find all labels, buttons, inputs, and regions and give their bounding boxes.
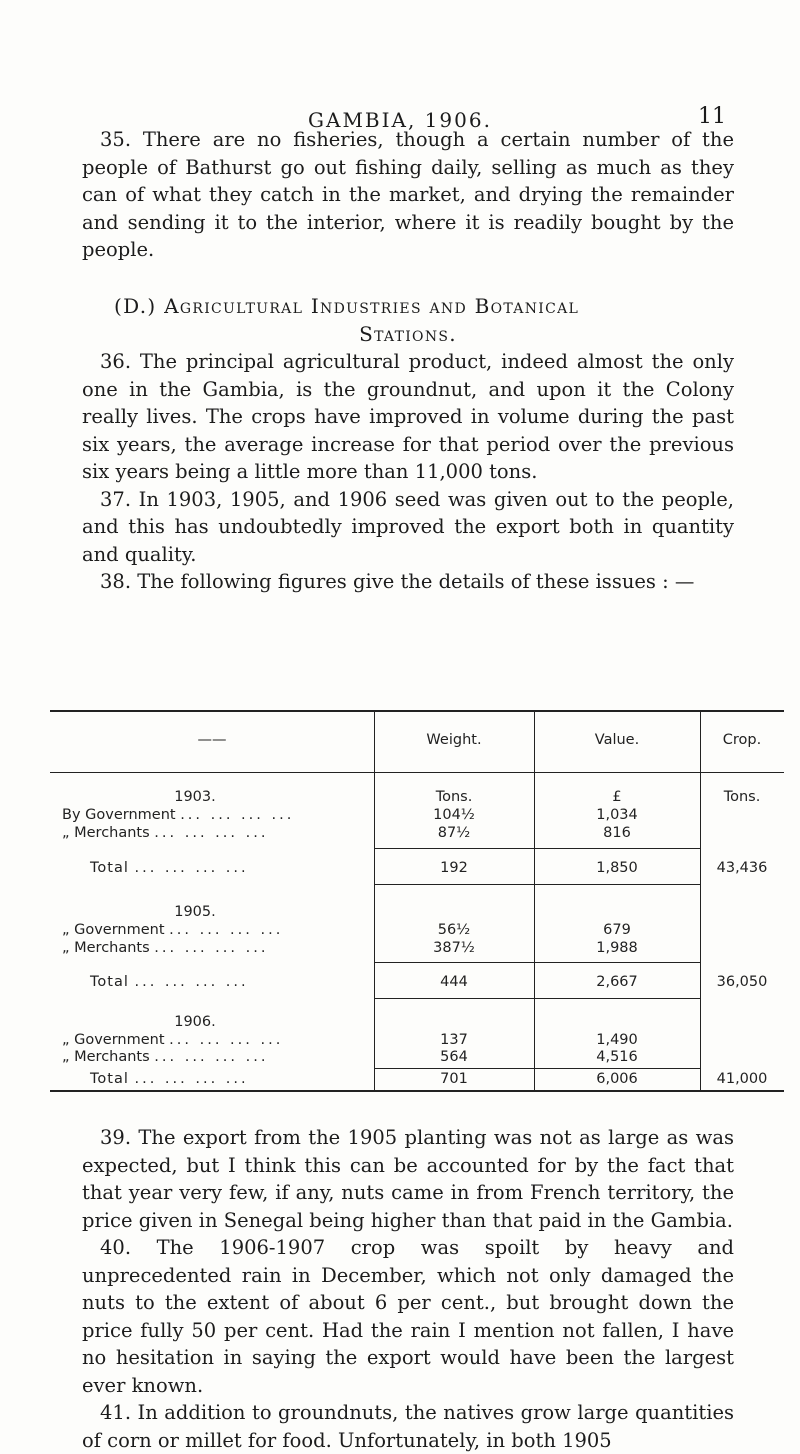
row-weight: 387½ xyxy=(433,940,475,956)
table-top-rule xyxy=(50,710,784,712)
total-crop: 41,000 xyxy=(716,1071,768,1087)
row-value: 816 xyxy=(603,825,631,841)
total-weight: 192 xyxy=(440,860,468,876)
subtotal-rule xyxy=(374,962,700,963)
year-label-1905: 1905. xyxy=(174,904,216,920)
total-label: Total xyxy=(90,974,129,990)
table-row xyxy=(62,940,268,956)
paragraph-block-top xyxy=(82,126,734,264)
leader-dots: ... ... ... ... xyxy=(134,974,249,990)
subtotal-rule xyxy=(374,1068,700,1069)
leader-dots: ... ... ... ... xyxy=(169,922,284,938)
section-heading-line1: (D.) Agricultural Industries and Botanical xyxy=(114,294,580,318)
header-weight: Weight. xyxy=(426,732,482,748)
running-title: GAMBIA, 1906. xyxy=(308,108,492,132)
row-weight: 104½ xyxy=(433,807,475,823)
paragraph-37: 37. In 1903, 1905, and 1906 seed was given out to the people, and this has undoubtedly improved the export both in quantity and quality. xyxy=(82,487,734,566)
leader-dots: ... ... ... ... xyxy=(154,1049,269,1065)
year-label-1906: 1906. xyxy=(174,1014,216,1030)
table-row xyxy=(62,825,268,841)
table-header-rule xyxy=(50,772,784,773)
row-label: „ Government xyxy=(62,922,165,938)
section-heading-line2: Stations. xyxy=(359,322,457,346)
row-label: „ Merchants xyxy=(62,940,150,956)
paragraph-35: 35. There are no fisheries, though a certain number of the people of Bathurst go out fishing daily, selling as much as they can of what they catch in the market, and drying the remainder and sending it to the interior, where it is readily bought by the people. xyxy=(82,128,734,261)
leader-dots: ... ... ... ... xyxy=(134,860,249,876)
paragraph-block-bottom xyxy=(82,1124,734,1454)
total-weight: 701 xyxy=(440,1071,468,1087)
total-label: Total xyxy=(90,1071,129,1087)
total-weight: 444 xyxy=(440,974,468,990)
total-row xyxy=(90,974,249,990)
year-label-1903: 1903. xyxy=(174,789,216,805)
table-bottom-rule xyxy=(50,1090,784,1092)
unit-weight: Tons. xyxy=(435,789,473,805)
row-weight: 137 xyxy=(440,1032,468,1048)
paragraph-38: 38. The following figures give the details of these issues : — xyxy=(100,570,695,593)
total-row xyxy=(90,1071,249,1087)
section-heading xyxy=(82,292,734,348)
row-value: 1,034 xyxy=(596,807,638,823)
header-crop: Crop. xyxy=(722,732,762,748)
paragraph-36: 36. The principal agricultural product, indeed almost the only one in the Gambia, is the groundnut, and upon it the Colony really lives. The crops have improved in volume during the past six years, the average increase for that period over the previous six years being a little more than 11,000 tons. xyxy=(82,350,734,483)
column-rule-crop xyxy=(700,710,701,1090)
row-weight: 564 xyxy=(440,1049,468,1065)
table-row xyxy=(62,922,283,938)
paragraph-block-middle xyxy=(82,348,734,596)
leader-dots: ... ... ... ... xyxy=(180,807,295,823)
subtotal-rule xyxy=(374,848,700,849)
group-rule xyxy=(374,998,700,999)
row-label: By Government xyxy=(62,807,176,823)
row-weight: 56½ xyxy=(437,922,471,938)
total-value: 1,850 xyxy=(596,860,638,876)
leader-dots: ... ... ... ... xyxy=(154,825,269,841)
paragraph-41: 41. In addition to groundnuts, the natives grow large quantities of corn or millet for food. Unfortunately, in both 1905 xyxy=(82,1401,734,1452)
leader-dots: ... ... ... ... xyxy=(154,940,269,956)
leader-dots: ... ... ... ... xyxy=(169,1032,284,1048)
leader-dots: ... ... ... ... xyxy=(134,1071,249,1087)
seed-issues-table xyxy=(50,710,784,1092)
total-label: Total xyxy=(90,860,129,876)
header-label: —— xyxy=(197,732,227,748)
total-value: 6,006 xyxy=(596,1071,638,1087)
table-row xyxy=(62,807,294,823)
row-value: 1,988 xyxy=(596,940,638,956)
total-row xyxy=(90,860,249,876)
group-rule xyxy=(374,884,700,885)
paragraph-39: 39. The export from the 1905 planting was not as large as was expected, but I think this can be accounted for by the fact that that year very few, if any, nuts came in from French territory, the price given in Senegal being higher than that paid in the Gambia. xyxy=(82,1126,734,1232)
total-crop: 36,050 xyxy=(716,974,768,990)
table-row xyxy=(62,1032,283,1048)
paragraph-40: 40. The 1906-1907 crop was spoilt by heavy and unprecedented rain in December, which not only damaged the nuts to the extent of about 6 per cent., but brought down the price fully 50 per cent. Had the rain I mention not fallen, I have no hesitation in saying the export would have been the largest ever known. xyxy=(82,1236,734,1397)
row-label: „ Merchants xyxy=(62,825,150,841)
unit-crop: Tons. xyxy=(723,789,761,805)
header-value: Value. xyxy=(594,732,640,748)
page-number: 11 xyxy=(698,104,726,129)
unit-value: £ xyxy=(612,789,622,805)
row-label: „ Government xyxy=(62,1032,165,1048)
row-value: 679 xyxy=(603,922,631,938)
total-crop: 43,436 xyxy=(716,860,768,876)
table-row xyxy=(62,1049,268,1065)
row-label: „ Merchants xyxy=(62,1049,150,1065)
row-weight: 87½ xyxy=(437,825,471,841)
row-value: 1,490 xyxy=(596,1032,638,1048)
total-value: 2,667 xyxy=(596,974,638,990)
row-value: 4,516 xyxy=(596,1049,638,1065)
